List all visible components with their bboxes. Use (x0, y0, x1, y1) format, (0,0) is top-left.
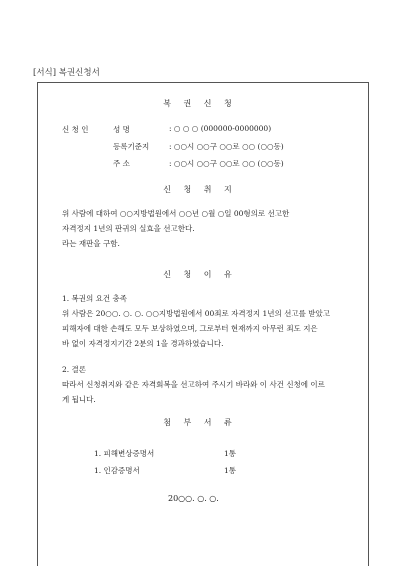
attachment-name: 1. 인감증명서 (94, 466, 140, 475)
form-title: 복 권 신 청 (163, 99, 237, 108)
purpose-line: 라는 재판을 구함. (62, 239, 120, 248)
applicant-label: 신 청 인 (62, 125, 89, 134)
document-caption: [서식] 복권신청서 (33, 68, 100, 78)
address-label: 주 소 (113, 159, 130, 168)
purpose-line: 위 사람에 대하여 ○○지방법원에서 ○○년 ○월 ○일 00형의로 선고한 (62, 209, 290, 218)
purpose-body (62, 206, 344, 251)
section-2-line: 따라서 신청취지와 같은 자격회복을 선고하여 주시기 바라와 이 사건 신청에 이르 (62, 380, 325, 389)
attachment-count: 1통 (224, 466, 237, 475)
purpose-heading: 신 청 취 지 (163, 185, 237, 194)
section-1-line: 위 사람은 20○○. ○. ○. ○○지방법원에서 00죄로 자격정지 1년의 선고를 받았고 (62, 309, 330, 318)
section-1-line: 피해자에 대한 손해도 모두 보상하였으며, 그로부터 현재까지 아무런 죄도 지은 (62, 324, 318, 333)
reasons-section-2 (62, 362, 344, 407)
attachment-count: 1통 (224, 449, 237, 458)
reasons-heading: 신 청 이 유 (163, 270, 237, 279)
registration-value: : ○○시 ○○구 ○○로 ○○ (○○동) (169, 142, 284, 151)
section-2-title: 2. 결론 (62, 365, 87, 374)
purpose-line: 자격정지 1년의 판귀의 실효을 선고한다. (62, 224, 195, 233)
section-2-line: 게 됩니다. (62, 395, 96, 404)
attachments-heading: 첨 부 서 류 (163, 418, 237, 427)
section-1-line: 바 없이 자격정지기간 2분의 1을 경과하였습니다. (62, 339, 224, 348)
address-value: : ○○시 ○○구 ○○로 ○○ (○○동) (169, 159, 284, 168)
filing-date: 20○○. ○. ○. (168, 494, 219, 503)
name-label: 성 명 (113, 125, 130, 134)
attachment-name: 1. 피해변상증명서 (94, 449, 155, 458)
name-value: : ○ ○ ○ (000000-0000000) (169, 124, 272, 133)
section-1-title: 1. 복권의 요건 충족 (62, 294, 128, 303)
registration-label: 등록기준지 (113, 142, 150, 151)
reasons-section-1 (62, 291, 344, 351)
